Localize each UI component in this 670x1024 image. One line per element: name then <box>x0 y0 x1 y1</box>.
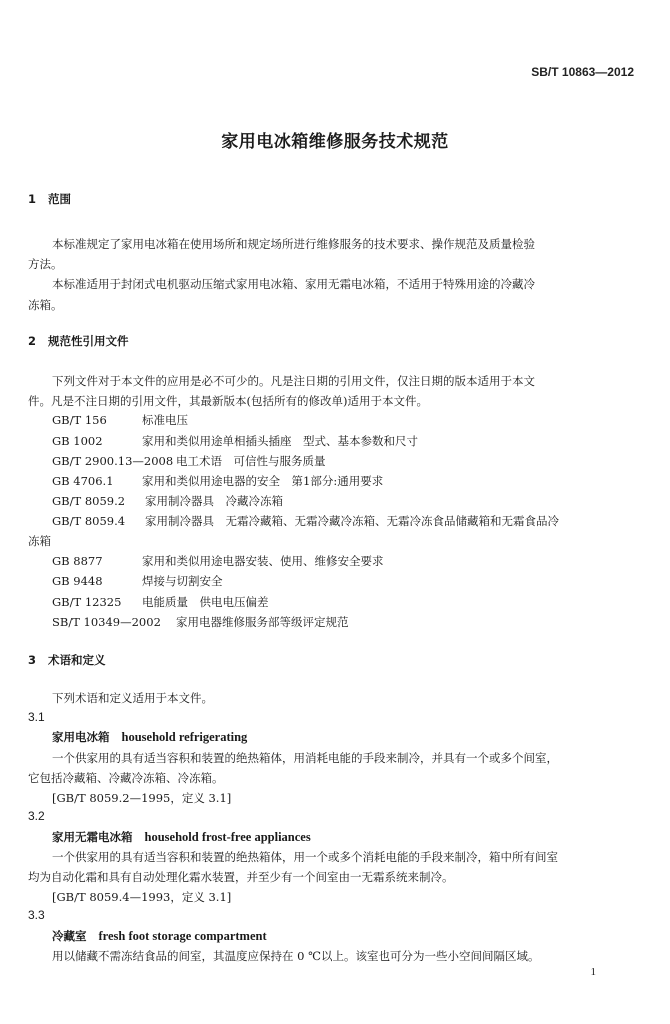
section-1-heading <box>28 191 71 207</box>
term-source: [GB/T 8059.4—1993，定义 3.1] <box>52 890 232 904</box>
section-title: 术语和定义 <box>48 653 106 667</box>
definition-line: 一个供家用的具有适当容积和装置的绝热箱体，用消耗电能的手段来制冷，并具有一个或多个间室， <box>52 751 558 765</box>
reference-code: SB/T 10349—2002 <box>52 615 161 629</box>
term-english: household refrigerating <box>121 730 248 744</box>
term-chinese: 冷藏室 <box>52 929 87 943</box>
definition-line: 它包括冷藏箱、冷藏冷冻箱、冷冻箱。 <box>28 771 224 785</box>
section-3-heading <box>28 652 106 668</box>
section-number: 1 <box>28 192 37 206</box>
term-source: [GB/T 8059.2—1995，定义 3.1] <box>52 791 232 805</box>
reference-title: 家用制冷器具 冷藏冷冻箱 <box>145 494 283 508</box>
page-title: 家用电冰箱维修服务技术规范 <box>221 132 449 152</box>
reference-title: 家用电器维修服务部等级评定规范 <box>176 615 349 629</box>
paragraph-line: 件。凡是不注日期的引用文件，其最新版本(包括所有的修改单)适用于本文件。 <box>28 394 428 408</box>
paragraph-line: 本标准规定了家用电冰箱在使用场所和规定场所进行维修服务的技术要求、操作规范及质量检验 <box>52 237 535 251</box>
term-english: household frost-free appliances <box>144 830 311 844</box>
reference-title: 家用和类似用途单相插头插座 型式、基本参数和尺寸 <box>142 434 418 448</box>
section-2-heading <box>28 333 129 349</box>
reference-item <box>52 553 384 569</box>
reference-title: 家用和类似用途电器安装、使用、维修安全要求 <box>142 554 384 568</box>
reference-item <box>52 594 269 610</box>
reference-item <box>52 453 326 469</box>
reference-code: GB/T 2900.13—2008 <box>52 454 174 468</box>
term-chinese: 家用无霜电冰箱 <box>52 830 133 844</box>
term-entry <box>52 928 267 944</box>
reference-code: GB 4706.1 <box>52 474 114 488</box>
term-entry <box>52 729 247 745</box>
reference-item <box>52 412 188 428</box>
reference-code: GB/T 8059.2 <box>52 494 126 508</box>
section-number: 3 <box>28 653 37 667</box>
clause-number: 3.3 <box>28 908 45 922</box>
clause-number: 3.2 <box>28 809 45 823</box>
reference-item <box>52 513 559 529</box>
reference-title: 家用制冷器具 无霜冷藏箱、无霜冷藏冷冻箱、无霜冷冻食品储藏箱和无霜食品冷 <box>145 514 559 528</box>
reference-code: GB/T 8059.4 <box>52 514 126 528</box>
reference-code: GB 8877 <box>52 554 103 568</box>
reference-code: GB/T 156 <box>52 413 107 427</box>
standard-code: SB/T 10863—2012 <box>531 65 634 79</box>
reference-code: GB/T 12325 <box>52 595 122 609</box>
definition-line: 均为自动化霜和具有自动处理化霜水装置，并至少有一个间室由一无霜系统来制冷。 <box>28 870 454 884</box>
paragraph-line: 下列文件对于本文件的应用是必不可少的。凡是注日期的引用文件，仅注日期的版本适用于本文 <box>52 374 535 388</box>
reference-continuation: 冻箱 <box>28 534 51 548</box>
reference-item <box>52 433 418 449</box>
paragraph-line: 下列术语和定义适用于本文件。 <box>52 691 213 705</box>
reference-item <box>52 473 383 489</box>
reference-code: GB 9448 <box>52 574 103 588</box>
reference-title: 家用和类似用途电器的安全 第1部分:通用要求 <box>142 474 384 488</box>
reference-title: 焊接与切割安全 <box>142 574 223 588</box>
section-number: 2 <box>28 334 37 348</box>
definition-line: 用以储藏不需冻结食品的间室，其温度应保持在 0 ℃以上。该室也可分为一些小空间间隔区域。 <box>52 949 540 963</box>
reference-title: 电工术语 可信性与服务质量 <box>176 454 326 468</box>
page-number: 1 <box>590 966 596 978</box>
paragraph-line: 方法。 <box>28 257 63 271</box>
definition-line: 一个供家用的具有适当容积和装置的绝热箱体，用一个或多个消耗电能的手段来制冷，箱中所有间室 <box>52 850 558 864</box>
reference-title: 标准电压 <box>142 413 188 427</box>
section-title: 规范性引用文件 <box>48 334 129 348</box>
paragraph-line: 本标准适用于封闭式电机驱动压缩式家用电冰箱、家用无霜电冰箱，不适用于特殊用途的冷藏冷 <box>52 277 535 291</box>
reference-item <box>52 614 349 630</box>
term-entry <box>52 829 311 845</box>
reference-title: 电能质量 供电电压偏差 <box>142 595 269 609</box>
reference-item <box>52 573 223 589</box>
paragraph-line: 冻箱。 <box>28 298 63 312</box>
clause-number: 3.1 <box>28 710 45 724</box>
reference-code: GB 1002 <box>52 434 103 448</box>
term-chinese: 家用电冰箱 <box>52 730 110 744</box>
term-english: fresh foot storage compartment <box>98 929 267 943</box>
section-title: 范围 <box>48 192 71 206</box>
reference-item <box>52 493 283 509</box>
